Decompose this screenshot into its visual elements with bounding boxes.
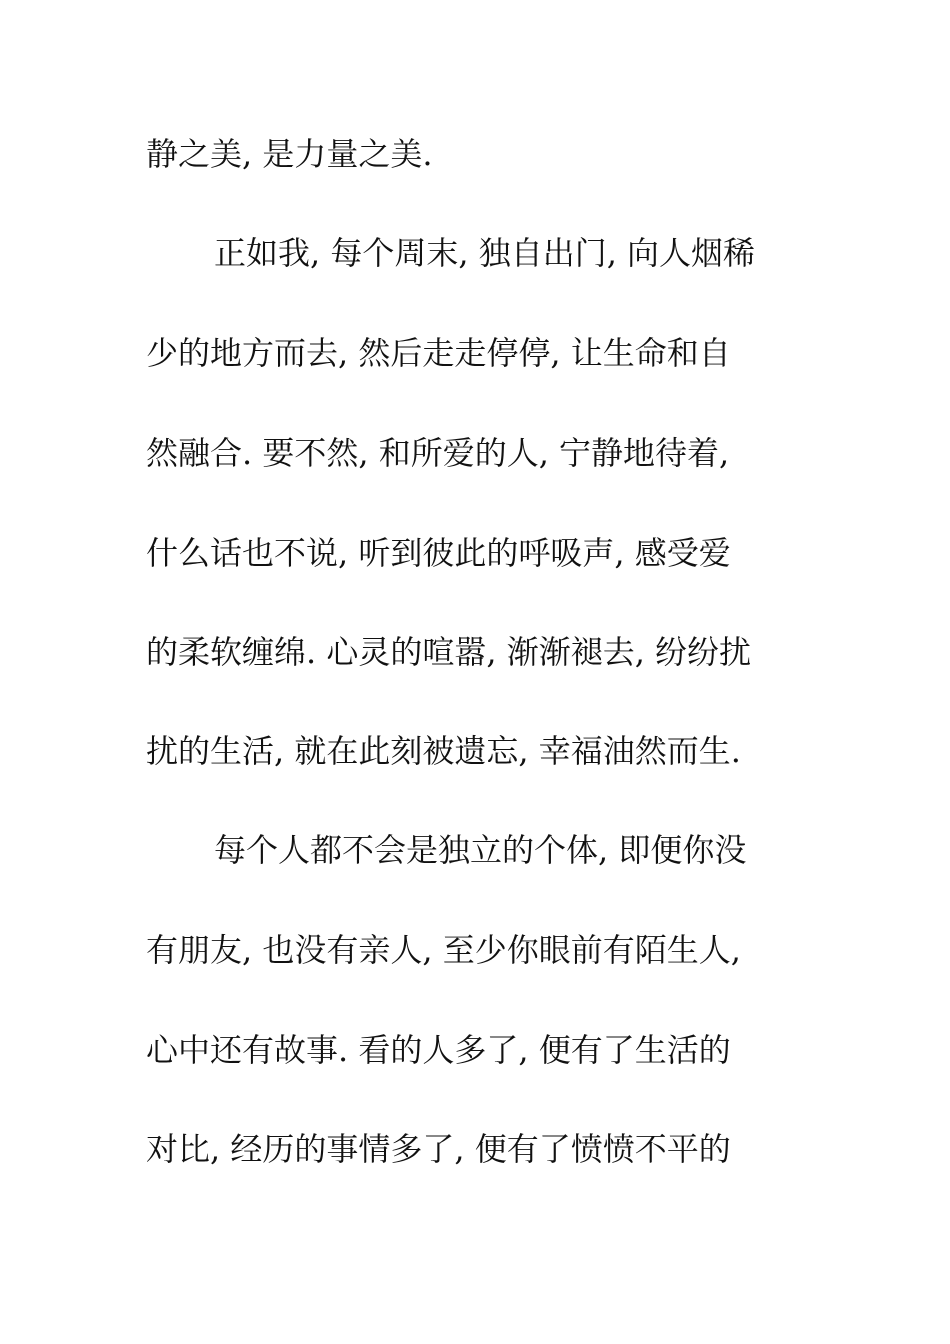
text-line: 静之美, 是力量之美. <box>146 135 433 173</box>
text-line: 少的地方而去, 然后走走停停, 让生命和自 <box>146 334 731 372</box>
text-line: 的柔软缠绵. 心灵的喧嚣, 渐渐褪去, 纷纷扰 <box>146 633 752 671</box>
text-line: 每个人都不会是独立的个体, 即便你没 <box>214 831 747 869</box>
text-line: 有朋友, 也没有亲人, 至少你眼前有陌生人, <box>146 931 741 969</box>
text-line: 什么话也不说, 听到彼此的呼吸声, 感受爱 <box>146 534 731 572</box>
text-line: 对比, 经历的事情多了, 便有了愤愤不平的 <box>146 1130 731 1168</box>
text-line: 心中还有故事. 看的人多了, 便有了生活的 <box>146 1031 731 1069</box>
text-line: 扰的生活, 就在此刻被遗忘, 幸福油然而生. <box>146 732 741 770</box>
text-line: 正如我, 每个周末, 独自出门, 向人烟稀 <box>214 234 756 272</box>
text-line: 然融合. 要不然, 和所爱的人, 宁静地待着, <box>146 434 730 472</box>
